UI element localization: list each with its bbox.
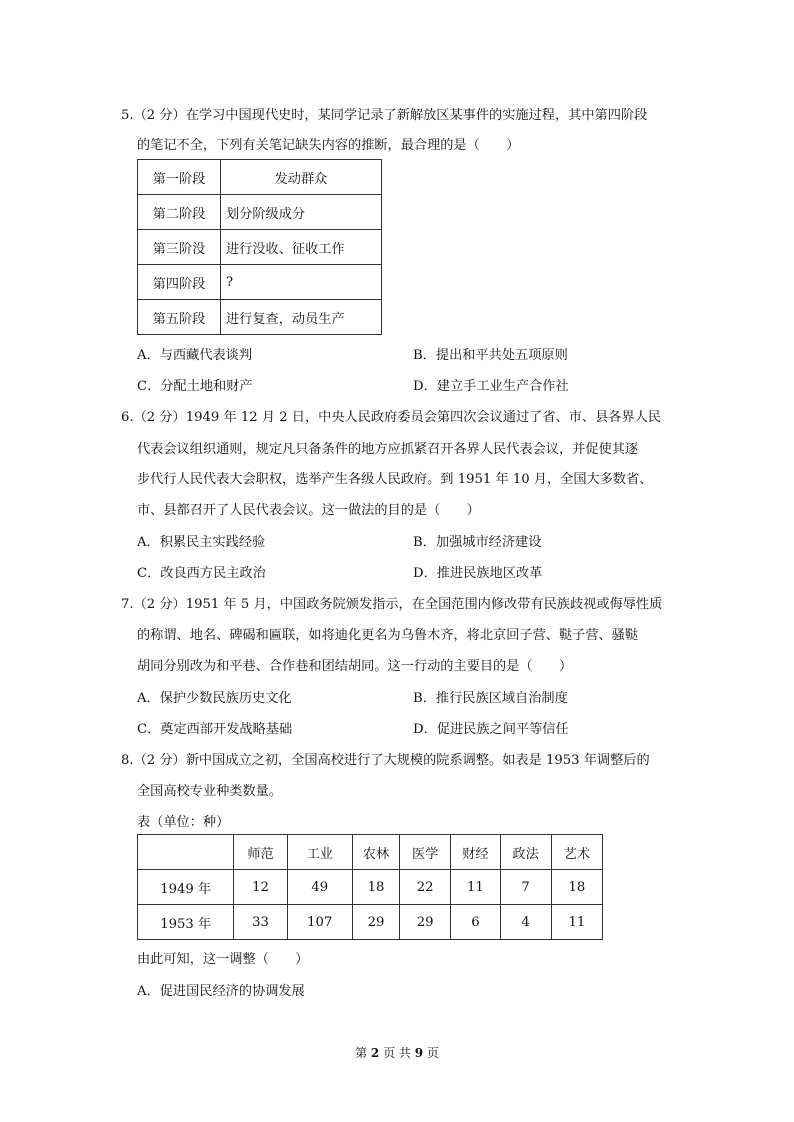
- q6-option-b: B．加强城市经济建设: [413, 535, 542, 550]
- q6-stem-line3: 步代行人民代表大会职权，选举产生各级人民政府。到 1951 年 10 月，全国大多数省、: [137, 472, 653, 487]
- table-cell: 第四阶段: [138, 265, 221, 300]
- q6-stem-line4: 市、县都召开了人民代表会议。这一做法的目的是（ ）: [137, 503, 480, 518]
- table-header-cell: 农林: [352, 835, 399, 870]
- q5-option-d: D．建立手工业生产合作社: [413, 379, 569, 394]
- table-cell: 发动群众: [221, 160, 382, 195]
- table-cell: 1953 年: [138, 905, 234, 940]
- table-cell: ?: [221, 265, 382, 300]
- table-cell: 第一阶段: [138, 160, 221, 195]
- table-cell: 18: [352, 870, 399, 905]
- q8-option-a: A．促进国民经济的协调发展: [137, 984, 305, 999]
- table-header-cell: 师范: [234, 835, 287, 870]
- q7-stem-line3: 胡同分别改为和平巷、合作巷和团结胡同。这一行动的主要目的是（ ）: [137, 659, 573, 674]
- table-row: [138, 230, 382, 265]
- table-header-row: [138, 835, 603, 870]
- q7-stem-line2: 的称谓、地名、碑碣和匾联，如将迪化更名为乌鲁木齐，将北京回子营、鞑子营、骚鞑: [137, 628, 639, 643]
- table-cell: 第三阶没: [138, 230, 221, 265]
- q8-stem-line2: 全国高校专业种类数量。: [137, 784, 283, 799]
- table-cell: 进行没收、征收工作: [221, 230, 382, 265]
- table-cell: 29: [400, 905, 451, 940]
- q7-option-d: D．促进民族之间平等信任: [413, 722, 569, 737]
- table-cell: 1949 年: [138, 870, 234, 905]
- q8-table-caption: 表（单位：种）: [137, 815, 230, 830]
- table-cell: 第二阶段: [138, 195, 221, 230]
- q5-option-b: B．提出和平共处五项原则: [413, 348, 568, 363]
- q7-option-b: B．推行民族区域自治制度: [413, 691, 568, 706]
- table-cell: 4: [500, 905, 551, 940]
- q6-stem-line1: 6.（2 分）1949 年 12 月 2 日，中央人民政府委员会第四次会议通过了省、市、县各界人民: [121, 410, 662, 425]
- q8-stem-line1: 8.（2 分）新中国成立之初，全国高校进行了大规模的院系调整。如表是 1953 年调整后的: [121, 753, 650, 768]
- table-row: [138, 160, 382, 195]
- footer-page-number: 2: [370, 1046, 380, 1060]
- table-cell: 49: [287, 870, 352, 905]
- table-cell: 6: [451, 905, 500, 940]
- table-cell: 33: [234, 905, 287, 940]
- q8-major-table: [137, 834, 603, 940]
- table-cell: 18: [551, 870, 602, 905]
- q8-after-text: 由此可知，这一调整（ ）: [137, 952, 309, 967]
- q6-option-c: C．改良西方民主政治: [137, 566, 266, 581]
- table-cell: 11: [551, 905, 602, 940]
- page-footer: [0, 1044, 794, 1061]
- table-header-cell: 政法: [500, 835, 551, 870]
- table-header-cell: 财经: [451, 835, 500, 870]
- q7-option-c: C．奠定西部开发战略基础: [137, 722, 293, 737]
- table-header-cell: 艺术: [551, 835, 602, 870]
- table-cell: 7: [500, 870, 551, 905]
- table-cell: 29: [352, 905, 399, 940]
- footer-mid: 页 共: [379, 1046, 415, 1060]
- table-header-cell: 医学: [400, 835, 451, 870]
- q6-option-a: A．积累民主实践经验: [137, 535, 266, 550]
- q5-option-a: A．与西藏代表谈判: [137, 348, 253, 363]
- q7-stem-line1: 7.（2 分）1951 年 5 月，中国政务院颁发指示，在全国范围内修改带有民族歧视或侮辱性质: [121, 597, 663, 612]
- table-header-cell: 工业: [287, 835, 352, 870]
- table-cell: 12: [234, 870, 287, 905]
- q7-option-a: A．保护少数民族历史文化: [137, 691, 292, 706]
- table-cell: 11: [451, 870, 500, 905]
- table-cell: 第五阶段: [138, 300, 221, 335]
- table-row: [138, 265, 382, 300]
- table-row: [138, 905, 603, 940]
- table-row: [138, 300, 382, 335]
- table-cell: 划分阶级成分: [221, 195, 382, 230]
- table-header-cell: [138, 835, 234, 870]
- table-row: [138, 870, 603, 905]
- footer-suffix: 页: [423, 1046, 439, 1060]
- q5-stem-line2: 的笔记不全，下列有关笔记缺失内容的推断，最合理的是（ ）: [137, 138, 520, 153]
- table-cell: 进行复查，动员生产: [221, 300, 382, 335]
- q5-option-c: C．分配土地和财产: [137, 379, 253, 394]
- q6-option-d: D．推进民族地区改革: [413, 566, 543, 581]
- footer-total-pages: 9: [414, 1046, 424, 1060]
- footer-prefix: 第: [355, 1046, 371, 1060]
- q5-stem-line1: 5.（2 分）在学习中国现代史时，某同学记录了新解放区某事件的实施过程，其中第四阶段: [121, 108, 648, 123]
- q6-stem-line2: 代表会议组织通则，规定凡只备条件的地方应抓紧召开各界人民代表会议，并促使其逐: [137, 442, 639, 457]
- table-cell: 22: [400, 870, 451, 905]
- table-cell: 107: [287, 905, 352, 940]
- q5-stage-table: [137, 159, 382, 335]
- table-row: [138, 195, 382, 230]
